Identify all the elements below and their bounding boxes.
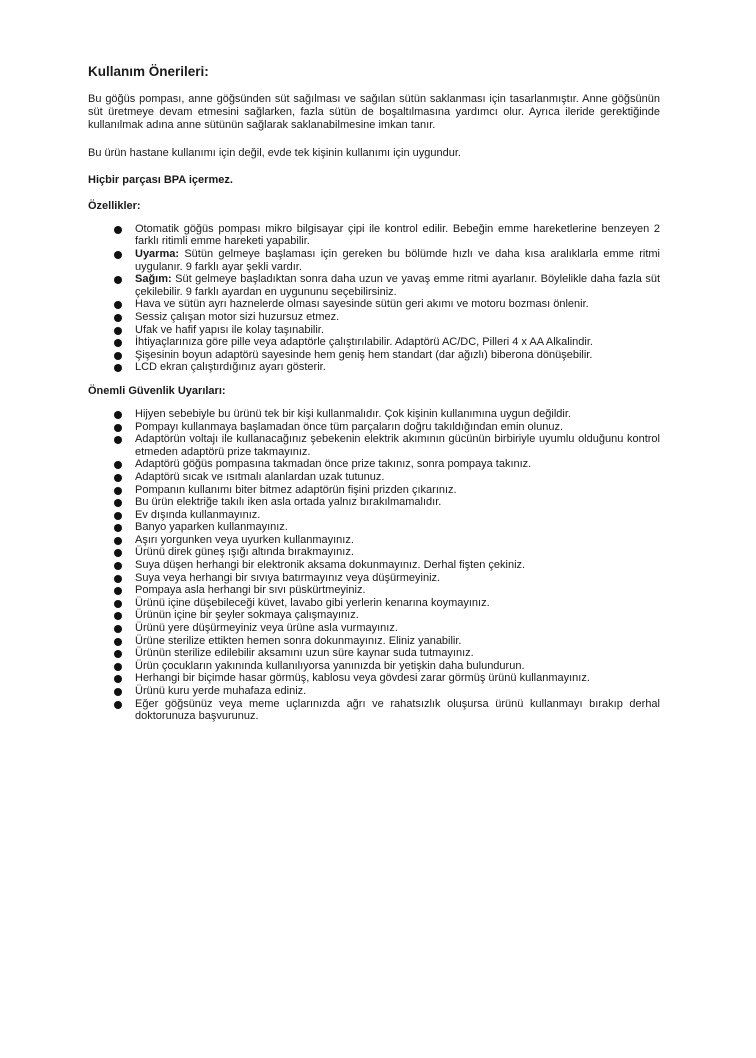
item-text: Sessiz çalışan motor sizi huzursuz etmez. [135, 310, 340, 323]
page-title: Kullanım Önerileri: [88, 64, 209, 79]
item-text: Süt gelmeye başladıktan sonra daha uzun ve yavaş emme ritmi ayarlanır. Böylelikle daha fazla süt çekilebilir. 9 farklı ayardan en uygununu seçebilirsiniz. [135, 273, 660, 298]
features-list [88, 223, 660, 374]
list-item: Aşırı yorgunken veya uyurken kullanmayınız. [135, 534, 660, 547]
item-text: Şişesinin boyun adaptörü sayesinde hem geniş hem standart (dar ağızlı) biberona dönüşebilir. [135, 348, 593, 361]
list-item [135, 324, 660, 337]
intro-paragraph: Bu göğüs pompası, anne göğsünden süt sağılması ve sağılan sütün saklanması için tasarlanmıştır. Anne göğsünün süt üretmeye devam etmesini sağlarken, fazla sütün de boşaltılmasına yardımcı olur. Ayrıca ileride gerektiğinde kullanılmak adına anne sütünün sağlarak saklanabilmesine imkan tanır. [88, 93, 660, 132]
item-text: LCD ekran çalıştırdığınız ayarı gösterir. [135, 361, 326, 374]
list-item [135, 349, 660, 362]
list-item: Ürüne sterilize ettikten hemen sonra dokunmayınız. Eliniz yanabilir. [135, 635, 660, 648]
item-label: Sağım: [135, 273, 172, 286]
usage-note: Bu ürün hastane kullanımı için değil, evde tek kişinin kullanımı için uygundur. [88, 146, 461, 159]
list-item: Ürün çocukların yakınında kullanılıyorsa yanınızda bir yetişkin daha bulundurun. [135, 660, 660, 673]
bpa-note: Hiçbir parçası BPA içermez. [88, 173, 233, 186]
list-item: Hijyen sebebiyle bu ürünü tek bir kişi kullanmalıdır. Çok kişinin kullanımına uygun değildir. [135, 408, 660, 421]
list-item: Ürünün sterilize edilebilir aksamını uzun süre kaynar suda tutmayınız. [135, 647, 660, 660]
list-item: Banyo yaparken kullanmayınız. [135, 521, 660, 534]
list-item: Ürünü direk güneş ışığı altında bırakmayınız. [135, 546, 660, 559]
list-item: Adaptörü sıcak ve ısıtmalı alanlardan uzak tutunuz. [135, 471, 660, 484]
list-item: Eğer göğsünüz veya meme uçlarınızda ağrı ve rahatsızlık oluşursa ürünü kullanmayı bırakıp derhal doktorunuza başvurunuz. [135, 697, 660, 723]
item-text: Sütün gelmeye başlaması için gereken bu bölümde hızlı ve daha kısa aralıklarla emme ritmi uygulanır. 9 farklı ayar şekli vardır. [135, 248, 660, 273]
item-text: Ufak ve hafif yapısı ile kolay taşınabilir. [135, 323, 324, 336]
list-item: Pompanın kullanımı biter bitmez adaptörün fişini prizden çıkarınız. [135, 484, 660, 497]
item-label: Uyarma: [135, 248, 180, 260]
list-item [135, 273, 660, 298]
list-item: Ev dışında kullanmayınız. [135, 509, 660, 522]
features-heading: Özellikler: [88, 199, 141, 212]
item-text: Hava ve sütün ayrı haznelerde olması sayesinde sütün geri akımı ve motoru bozması önlenir. [135, 298, 589, 311]
list-item: Pompaya asla herhangi bir sıvı püskürtmeyiniz. [135, 584, 660, 597]
item-text: İhtiyaçlarınıza göre pille veya adaptörle çalıştırılabilir. Adaptörü AC/DC, Pilleri 4 x AA Alkalindir. [135, 336, 593, 349]
list-item: Suya veya herhangi bir sıvıya batırmayınız veya düşürmeyiniz. [135, 572, 660, 585]
safety-list [88, 408, 660, 723]
list-item: Pompayı kullanmaya başlamadan önce tüm parçaların doğru takıldığından emin olunuz. [135, 421, 660, 434]
list-item [135, 298, 660, 311]
list-item: Adaptörü göğüs pompasına takmadan önce prize takınız, sonra pompaya takınız. [135, 458, 660, 471]
list-item: Adaptörün voltajı ile kullanacağınız şebekenin elektrik akımının gücünün birbiriyle uyumlu olduğunu kontrol etmeden adaptörü prize takmayınız. [135, 433, 660, 458]
list-item: Ürünün içine bir şeyler sokmaya çalışmayınız. [135, 609, 660, 622]
list-item [135, 336, 660, 349]
list-item: Ürünü içine düşebileceği küvet, lavabo gibi yerlerin kenarına koymayınız. [135, 597, 660, 610]
list-item: Bu ürün elektriğe takılı iken asla ortada yalnız bırakılmamalıdır. [135, 496, 660, 509]
item-text: Otomatik göğüs pompası mikro bilgisayar çipi ile kontrol edilir. Bebeğin emme hareketlerine benzeyen 2 farklı ritimli emme hareketi yapabilir. [135, 222, 660, 248]
list-item: Herhangi bir biçimde hasar görmüş, kablosu veya gövdesi zarar görmüş ürünü kullanmayınız. [135, 672, 660, 685]
list-item: Suya düşen herhangi bir elektronik aksama dokunmayınız. Derhal fişten çekiniz. [135, 559, 660, 572]
list-item [135, 361, 660, 374]
safety-heading: Önemli Güvenlik Uyarıları: [88, 384, 226, 397]
list-item [135, 248, 660, 273]
list-item: Ürünü yere düşürmeyiniz veya ürüne asla vurmayınız. [135, 622, 660, 635]
list-item [135, 223, 660, 248]
list-item [135, 311, 660, 324]
list-item: Ürünü kuru yerde muhafaza ediniz. [135, 685, 660, 698]
